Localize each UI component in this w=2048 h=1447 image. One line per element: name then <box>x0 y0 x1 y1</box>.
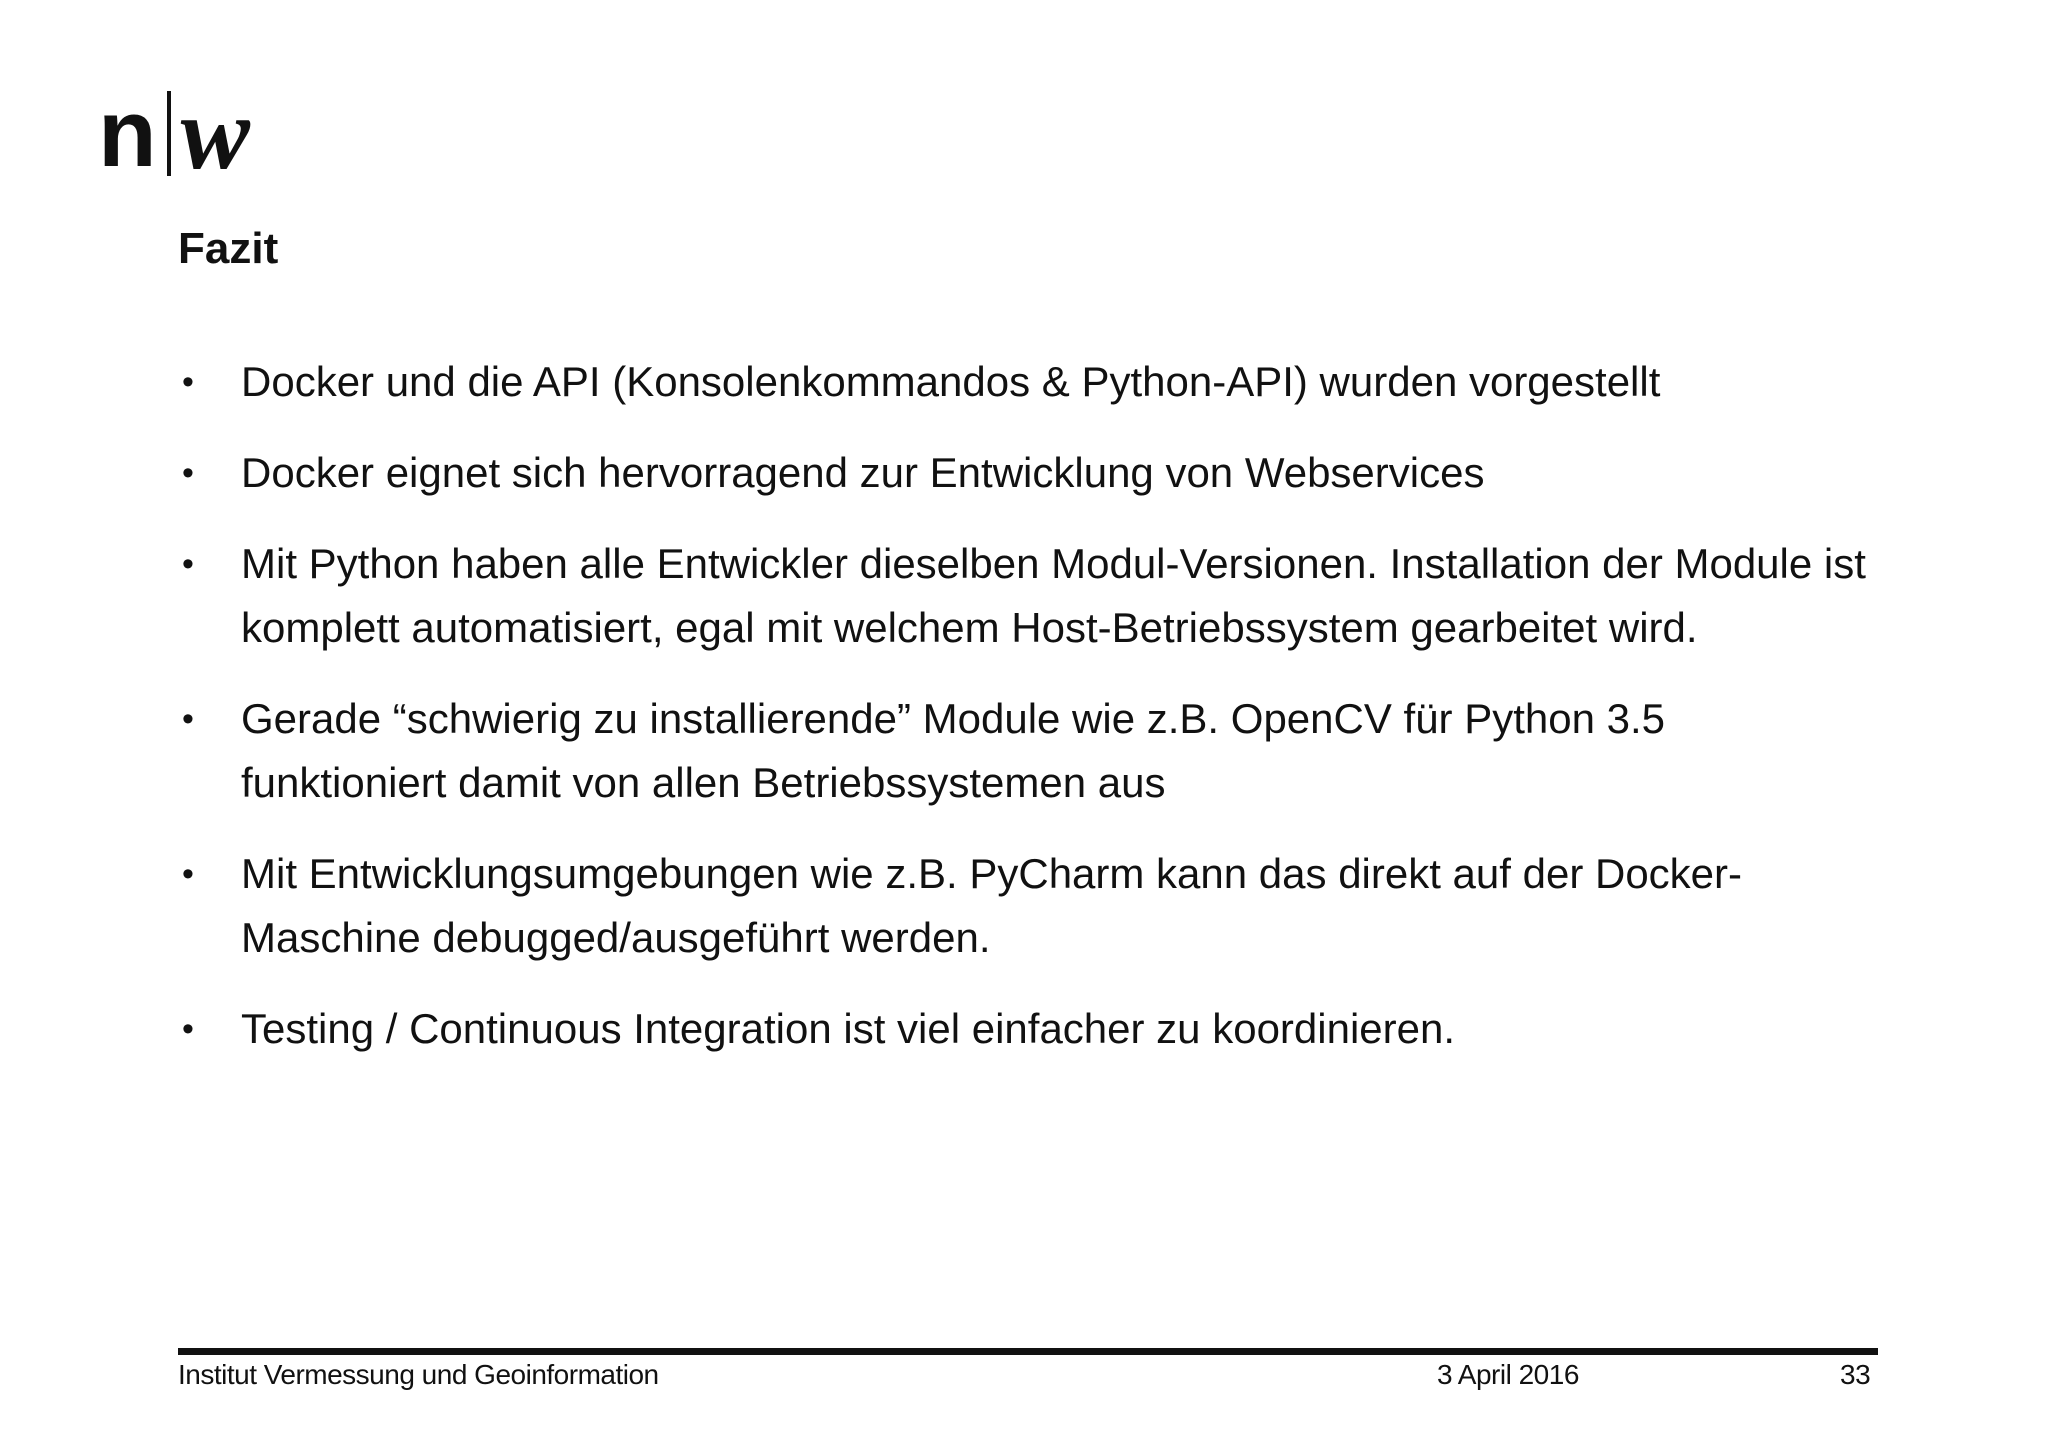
nw-logo <box>98 75 251 191</box>
bullet-item <box>178 532 1878 660</box>
bullet-dot: • <box>182 1010 194 1048</box>
bullet-dot: • <box>182 855 194 893</box>
footer-divider <box>178 1348 1878 1355</box>
bullet-item <box>178 441 1878 505</box>
page-number: 33 <box>1840 1359 1871 1390</box>
slide-title: Fazit <box>178 224 279 273</box>
logo-divider <box>167 91 171 176</box>
bullet-dot: • <box>182 700 194 738</box>
footer-institute: Institut Vermessung und Geoinformation <box>178 1359 659 1390</box>
bullet-item <box>178 842 1878 970</box>
bullet-text: Mit Python haben alle Entwickler dieselben Modul-Versionen. Installation der Module ist komplett automatisiert, egal mit welchem Host-Betriebssystem gearbeitet wird. <box>241 540 1866 651</box>
bullet-item <box>178 997 1878 1061</box>
footer-date: 3 April 2016 <box>1437 1359 1579 1390</box>
logo-letter-w: w <box>180 75 251 191</box>
bullet-list <box>178 350 1878 1088</box>
logo-letter-n: n <box>98 79 155 187</box>
bullet-item <box>178 687 1878 815</box>
bullet-text: Gerade “schwierig zu installierende” Module wie z.B. OpenCV für Python 3.5 funktioniert damit von allen Betriebssystemen aus <box>241 695 1666 806</box>
bullet-dot: • <box>182 454 194 492</box>
bullet-dot: • <box>182 363 194 401</box>
bullet-item <box>178 350 1878 414</box>
bullet-dot: • <box>182 545 194 583</box>
bullet-text: Docker und die API (Konsolenkommandos & Python-API) wurden vorgestellt <box>241 358 1661 405</box>
bullet-text: Testing / Continuous Integration ist viel einfacher zu koordinieren. <box>241 1005 1456 1052</box>
bullet-text: Docker eignet sich hervorragend zur Entwicklung von Webservices <box>241 449 1485 496</box>
bullet-text: Mit Entwicklungsumgebungen wie z.B. PyCharm kann das direkt auf der Docker-Maschine debugged/ausgeführt werden. <box>241 850 1743 961</box>
